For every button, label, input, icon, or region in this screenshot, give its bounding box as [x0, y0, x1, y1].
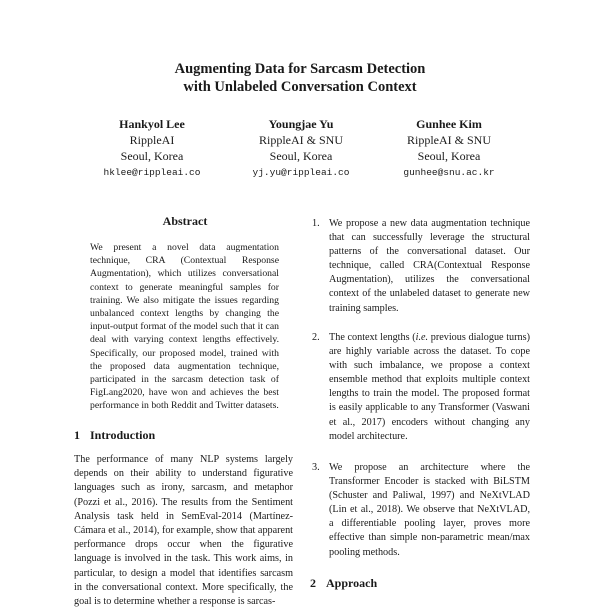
author-block: [364, 116, 534, 181]
item-text: [329, 331, 530, 444]
author-name: Youngjae Yu: [268, 117, 334, 131]
author-location: Seoul, Korea: [120, 149, 184, 163]
contribution-item: [312, 331, 530, 444]
section-heading-introduction: [74, 428, 155, 443]
title-line-1: Augmenting Data for Sarcasm Detection: [174, 61, 426, 77]
contribution-item: [312, 461, 530, 560]
section-title: Introduction: [90, 428, 156, 442]
author-name: Gunhee Kim: [416, 117, 482, 131]
item-text-italic: i.e.: [415, 332, 429, 343]
introduction-text: The performance of many NLP systems largely depends on their ability to understand figurative languages such as irony, sarcasm, and metaphor (Pozzi et al., 2016). The results from the Sentiment Analysis task held in SemEval-2014 (Martínez-Cámara et al., 2014), for example, show that apparent performance drops occur when the figurative language is involved in the task. This work aims, in particular, to design a model that identifies sarcasm in the conversational context. More specifically, the goal is to determine whether a response is sarcas-: [74, 454, 293, 608]
author-block: [67, 116, 237, 181]
author-affiliation: RippleAI & SNU: [407, 133, 491, 147]
item-text: We propose an architecture where the Transformer Encoder is stacked with BiLSTM (Schuster and Paliwal, 1997) and NeXtVLAD (Lin et al., 2018). We observe that NeXtVLAD, a differentiable pooling layer, proves more effective than simple non-parametric mean/max pooling methods.: [329, 462, 530, 558]
item-number: 2.: [312, 332, 320, 343]
author-email: hklee@rippleai.co: [103, 167, 201, 178]
author-name: Hankyol Lee: [119, 117, 185, 131]
author-location: Seoul, Korea: [417, 149, 481, 163]
abstract-heading: Abstract: [162, 214, 208, 228]
item-number: 1.: [312, 218, 320, 229]
author-block: [216, 116, 386, 181]
contribution-item: [312, 217, 530, 316]
section-number: 1: [74, 428, 80, 442]
section-title: Approach: [326, 576, 378, 590]
paper-title: [0, 60, 600, 96]
author-affiliation: RippleAI: [129, 133, 175, 147]
author-email: yj.yu@rippleai.co: [252, 167, 350, 178]
item-text: We propose a new data augmentation technique that can successfully leverage the structural patterns of the conversational dataset. Our technique, called CRA(Contextual Response Augmentation), utilizes the conversational context of the unlabeled dataset to generate new training samples.: [329, 218, 530, 314]
author-email: gunhee@snu.ac.kr: [403, 167, 495, 178]
item-text-part: previous dialogue turns) are highly variable across the dataset. To cope with such imbalance, we propose a context ensemble method that exploits multiple context lengths to train the model. The proposed format is easily applicable to any Transformer (Vaswani et al., 2017) encoders without changing any model architecture.: [329, 332, 530, 442]
item-text-part: The context lengths (: [329, 332, 416, 343]
abstract-text: We present a novel data augmentation technique, CRA (Contextual Response Augmentation), which utilizes conversational context to generate meaningful samples for training. We also mitigate the issues regarding unbalanced context lengths by changing the input-output format of the model such that it can deal with varying context lengths effectively. Specifically, our proposed model, trained with the proposed data augmentation technique, participated in the sarcasm detection task of FigLang2020, have won and achieves the best performance in both Reddit and Twitter datasets.: [90, 242, 279, 412]
section-heading-approach: [310, 576, 377, 591]
section-number: 2: [310, 576, 316, 590]
title-line-2: with Unlabeled Conversation Context: [183, 79, 417, 95]
author-location: Seoul, Korea: [269, 149, 333, 163]
author-affiliation: RippleAI & SNU: [259, 133, 343, 147]
item-number: 3.: [312, 462, 320, 473]
